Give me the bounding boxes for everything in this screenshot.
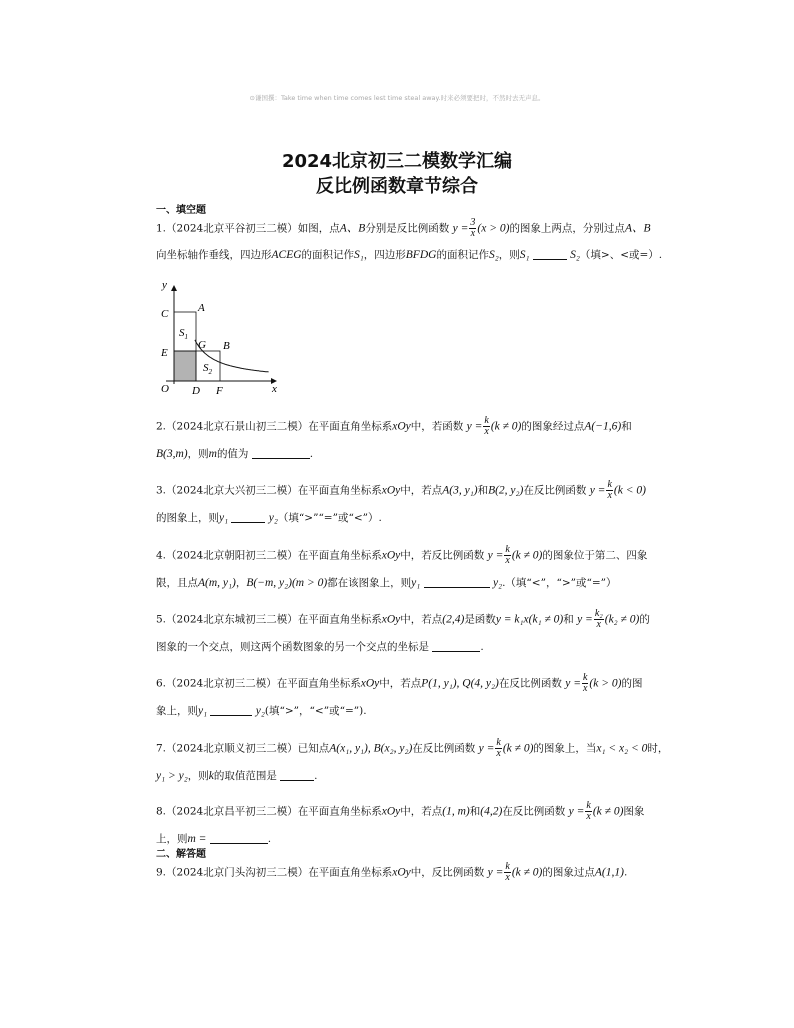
question-4: 4.（2024北京朝阳初三二模）在平面直角坐标系xOy中，若反比例函数 y = $\frac{k}{x}$ (k ≠ 0)的图象位于第二、四象 限，且点A(m, y₁)，B(−m, y₂)(m > 0)都在该图象上，则y₁ y₂.（填“<”，“>”或“=”） (156, 544, 648, 589)
question-5: 5.（2024北京东城初三二模）在平面直角坐标系xOy中，若点(2,4)是函数y = k₁x(k₁ ≠ 0)和 y = $\frac{\text{k₂}}{x}$ (k₂ ≠ 0)的 图象的一个交点，则这两个函数图象的另一个交点的坐标是 . (156, 608, 650, 653)
question-3: 3.（2024北京大兴初三二模）在平面直角坐标系xOy中，若点A(3, y₁)和B(2, y₂)在反比例函数 y = $\frac{k}{x}$ (k < 0) 的图象上，则y₁ y₂（填“>”“=”或“<”）. (156, 479, 646, 524)
shaded-rectangle-oedg (174, 351, 196, 381)
label-s1: $S_1$ (179, 327, 188, 341)
answer-blank-3[interactable] (231, 512, 265, 523)
document-title: 2024北京初三二模数学汇编 (281, 151, 513, 172)
label-d: D (192, 385, 200, 397)
label-e: E (161, 347, 168, 359)
label-f: F (216, 385, 223, 397)
rectangle-aceg (174, 312, 196, 351)
label-c: C (161, 308, 169, 320)
header-watermark: ⊙谦国撰：Take time when time comes lest time steal away.时来必须要把时，不然时去无声息。 (249, 94, 545, 102)
question-2: 2.（2024北京石景山初三二模）在平面直角坐标系xOy中，若函数 y = $\frac{k}{x}$ (k ≠ 0)的图象经过点A(−1,6)和 B(3,m)，则m的值为 . (156, 415, 632, 460)
question-6: 6.（2024北京初三二模）在平面直角坐标系xOy中，若点P(1, y₁), Q(4, y₂)在反比例函数 y = $\frac{k}{x}$ (k > 0)的图 象上，则y₁ y₂(填“>”，“<”或“=”). (156, 672, 643, 717)
answer-blank-6[interactable] (210, 705, 252, 716)
section-heading-solution: 二、解答题 (156, 849, 206, 860)
label-b: B (223, 340, 230, 352)
document-subtitle: 反比例函数章节综合 (316, 176, 478, 197)
answer-blank-5[interactable] (432, 641, 480, 652)
question-8: 8.（2024北京昌平初三二模）在平面直角坐标系xOy中，若点(1, m)和(4,2)在反比例函数 y = $\frac{k}{x}$ (k ≠ 0)图象 上，则m = . (156, 800, 645, 845)
figure-inverse-function-graph (156, 276, 286, 398)
label-s2: $S_2$ (203, 362, 212, 376)
answer-blank-7[interactable] (280, 770, 314, 781)
answer-blank-1[interactable] (533, 249, 567, 260)
question-9: 9.（2024北京门头沟初三二模）在平面直角坐标系xOy中，反比例函数 y = $\frac{k}{x}$ (k ≠ 0)的图象过点A(1,1). (156, 861, 628, 883)
question-7: 7.（2024北京顺义初三二模）已知点A(x₁, y₁), B(x₂, y₂)在反比例函数 y = $\frac{k}{x}$ (k ≠ 0)的图象上，当x₁ < x₂ < 0时， y₁ > y₂，则k的取值范围是 . (156, 737, 669, 782)
section-heading-fill-in: 一、填空题 (156, 205, 206, 216)
label-y: y (162, 279, 167, 291)
answer-blank-8[interactable] (210, 833, 268, 844)
answer-blank-2[interactable] (252, 448, 310, 459)
label-o: O (161, 383, 169, 395)
answer-blank-4[interactable] (424, 577, 490, 588)
question-1: 1.（2024北京平谷初三二模）如图，点A、B分别是反比例函数 y = $\frac{3}{x}$ (x > 0)的图象上两点，分别过点A、B 向坐标轴作垂线，四边形ACEG的面积记作S₁，四边形BFDG的面积记作S₂，则S₁ S₂（填>、<或=）. (156, 217, 663, 261)
label-g: G (198, 339, 206, 351)
label-a: A (198, 302, 205, 314)
label-x: x (272, 383, 277, 395)
